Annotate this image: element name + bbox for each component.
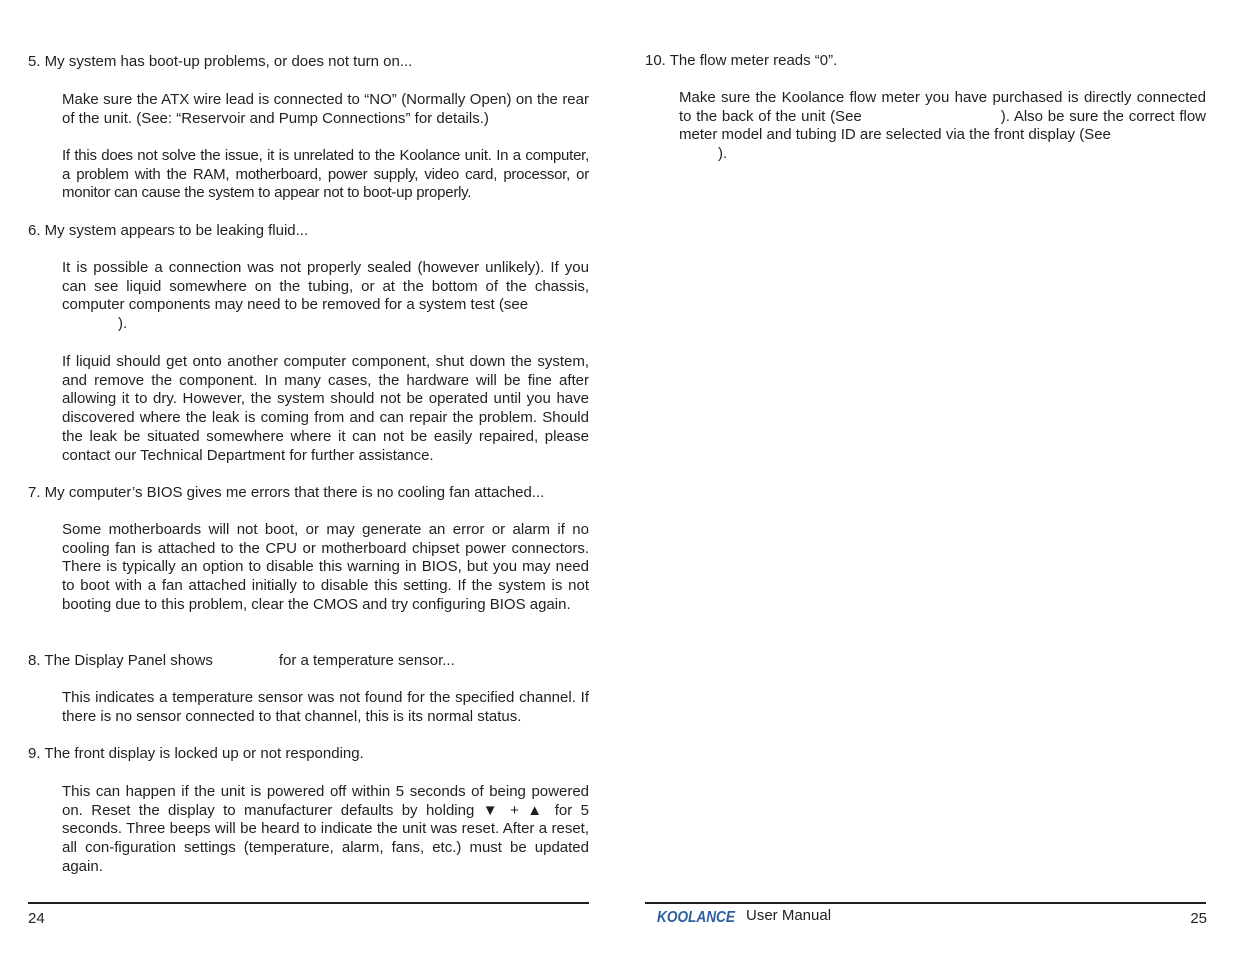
left-page	[0, 0, 617, 954]
question-5-paragraph-1: Make sure the ATX wire lead is connected to “NO” (Normally Open) on the rear of the unit. (See: “Reservoir and Pump Connections” for details.)	[62, 91, 589, 127]
question-8-title-end: for a temperature sensor...	[278, 652, 455, 669]
question-10-text-c: ).	[718, 145, 728, 163]
question-6-paragraph-1-end: ).	[118, 315, 128, 333]
question-10-text-b: ). Also be sure the correct flow meter model and tubing ID are selected via the front display (See	[679, 107, 1206, 144]
question-6-title: 6. My system appears to be leaking fluid...	[28, 222, 309, 239]
question-5-title: 5. My system has boot-up problems, or does not turn on...	[28, 53, 413, 70]
question-10-paragraph-1	[679, 89, 1206, 164]
user-manual-label: User Manual	[746, 907, 832, 924]
question-10-text-a: Make sure the Koolance flow meter you have purchased is directly connected to the back of the unit (See	[679, 89, 1206, 125]
footer-rule-right	[645, 902, 1206, 904]
page-number-24: 24	[28, 910, 45, 927]
footer-brand	[656, 906, 831, 926]
question-8-paragraph-1: This indicates a temperature sensor was not found for the specified channel. If there is no sensor connected to that channel, this is its normal status.	[62, 689, 589, 725]
logo-wordmark: KOOLANCE	[657, 909, 737, 926]
question-10-title: 10. The flow meter reads “0”.	[645, 52, 838, 69]
right-page	[617, 0, 1235, 954]
page-number-25: 25	[1190, 910, 1207, 927]
question-6-paragraph-2: If liquid should get onto another computer component, shut down the system, and remove the component. In many cases, the hardware will be fine after allowing it to dry. However, the system should not be operated until you have discovered where the leak is coming from and can repair the problem. Should the leak be situated somewhere where it can not be easily repaired, please contact our Technical Department for further assistance.	[62, 353, 589, 464]
question-7-title: 7. My computer’s BIOS gives me errors that there is no cooling fan attached...	[28, 484, 545, 501]
question-8-title	[28, 652, 455, 671]
question-6-paragraph-1-text: It is possible a connection was not properly sealed (however unlikely). If you can see liquid somewhere on the tubing, or at the bottom of the chassis, computer components may need to be removed for a system test (see	[62, 259, 589, 314]
koolance-logo	[656, 906, 738, 926]
question-5-paragraph-2: If this does not solve the issue, it is unrelated to the Koolance unit. In a computer, a problem with the RAM, motherboard, power supply, video card, processor, or monitor can cause the system to appear not to boot-up properly.	[62, 147, 589, 202]
question-9-paragraph-1: This can happen if the unit is powered off within 5 seconds of being powered on. Reset the display to manufacturer defaults by holding ▼ + ▲ for 5 seconds. Three beeps will be heard to indicate the unit was reset. After a reset, all con-figuration settings (temperature, alarm, fans, etc.) must be updated again.	[62, 783, 589, 875]
question-6-paragraph-1	[62, 259, 589, 334]
question-8-title-start: 8. The Display Panel shows	[28, 652, 213, 669]
question-9-title: 9. The front display is locked up or not responding.	[28, 745, 364, 762]
footer-rule-left	[28, 902, 589, 904]
question-7-paragraph-1: Some motherboards will not boot, or may generate an error or alarm if no cooling fan is attached to the CPU or motherboard chipset power connectors. There is typically an option to disable this warning in BIOS, but you may need to boot with a fan attached initially to disable this setting. If the system is not booting due to this problem, clear the CMOS and try configuring BIOS again.	[62, 521, 589, 613]
